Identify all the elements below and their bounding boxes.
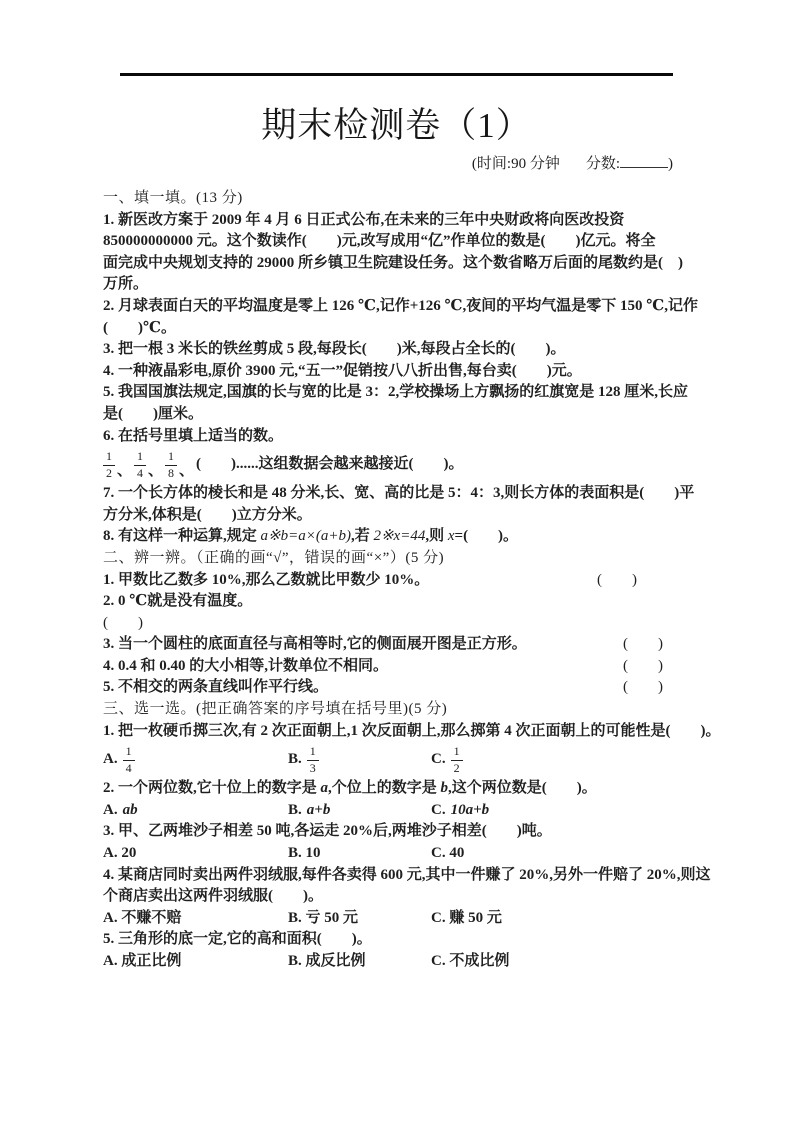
answer-paren: ( ) <box>623 679 663 696</box>
meta-close-paren: ) <box>668 156 673 172</box>
fraction-one-third: $\frac{1}{3}$ <box>307 745 319 776</box>
section1-header: 一、填一填。(13 分) <box>103 190 243 206</box>
s1-q5-line2: 是( )厘米。 <box>103 405 203 422</box>
section3-header: 三、选一选。(把正确答案的序号填在括号里)(5 分) <box>103 701 448 718</box>
s3-q2-text: ,个位上的数字是 <box>328 780 441 797</box>
header-divider <box>120 73 673 76</box>
option-a: A. 不赚不赔 <box>103 909 182 926</box>
exam-meta <box>103 152 673 173</box>
s2-item5 <box>103 677 675 699</box>
s1-q1-line1: 1. 新医改方案于 2009 年 4 月 6 日正式公布,在未来的三年中央财政将向医改投资 <box>103 211 625 228</box>
s1-q6-tail: ( )......这组数据会越来越接近( )。 <box>196 456 464 473</box>
option-a: A. 20 <box>103 845 137 862</box>
answer-paren: ( ) <box>597 571 637 588</box>
option-a: A. ab <box>103 801 138 818</box>
s3-q4-line1: 4. 某商店同时卖出两件羽绒服,每件各卖得 600 元,其中一件赚了 20%,另外一件赔了 20%,则这 <box>103 866 711 883</box>
option-c: C. 赚 50 元 <box>431 909 502 926</box>
s1-q8-formula1: a※b=a×(a+b) <box>260 528 351 545</box>
option-c: C. 不成比例 <box>431 953 510 969</box>
s3-q4-options <box>103 908 675 930</box>
s1-q5-line1: 5. 我国国旗法规定,国旗的长与宽的比是 3：2,学校操场上方飘扬的红旗宽是 128 厘米,长应 <box>103 384 689 401</box>
option-b: B. 10 <box>288 845 321 862</box>
option-c: C. 10a+b <box>431 801 490 818</box>
option-a-label: A. <box>103 751 118 768</box>
fraction-one-half: $\frac{1}{2}$ <box>451 745 463 776</box>
option-a <box>103 745 288 776</box>
s2-item2-paren: ( ) <box>103 614 143 631</box>
s1-q8-text: =( )。 <box>454 528 519 545</box>
s1-q8-text: 8. 有这样一种运算,规定 <box>103 528 261 545</box>
s1-q2-line2: ( )℃。 <box>103 319 176 336</box>
s1-q8-text: ,若 <box>350 528 374 545</box>
variable-b: b <box>440 780 449 797</box>
option-b <box>288 745 431 776</box>
fraction-one-eighth: $\frac{1}{8}$ <box>165 450 177 481</box>
option-c: C. 40 <box>431 845 465 862</box>
s3-q3: 3. 甲、乙两堆沙子相差 50 吨,各运走 20%后,两堆沙子相差( )吨。 <box>103 823 552 840</box>
s1-q8 <box>103 526 675 548</box>
s3-q2 <box>103 778 675 800</box>
option-b-label: B. <box>288 751 302 768</box>
s2-item3-text: 3. 当一个圆柱的底面直径与高相等时,它的侧面展开图是正方形。 <box>103 636 527 653</box>
fraction-one-fourth: $\frac{1}{4}$ <box>123 745 135 776</box>
s1-q1-line2: 850000000000 元。这个数读作( )元,改写成用“亿”作单位的数是( )亿元。将全 <box>103 233 656 250</box>
s3-q1-options <box>103 742 675 778</box>
s3-q2-text: ,这个两位数是( )。 <box>448 780 597 797</box>
fraction-one-half: $\frac{1}{2}$ <box>103 450 115 481</box>
s2-item1 <box>103 570 675 592</box>
s1-q6-sequence <box>103 447 675 483</box>
s1-q7-line2: 方分米,体积是( )立方分米。 <box>103 506 312 523</box>
s2-item4-text: 4. 0.4 和 0.40 的大小相等,计数单位不相同。 <box>103 657 389 674</box>
option-b: B. a+b <box>288 801 331 818</box>
s1-q6-head: 6. 在括号里填上适当的数。 <box>103 427 284 444</box>
s3-q2-text: 2. 一个两位数,它十位上的数字是 <box>103 780 321 797</box>
page-title: 期末检测卷（1） <box>261 106 532 145</box>
s1-q3: 3. 把一根 3 米长的铁丝剪成 5 段,每段长( )米,每段占全长的( )。 <box>103 341 566 358</box>
s3-q2-options <box>103 800 675 822</box>
s1-q7-line1: 7. 一个长方体的棱长和是 48 分米,长、宽、高的比是 5：4：3,则长方体的表面积是( )平 <box>103 485 695 502</box>
s1-q1-line3: 面完成中央规划支持的 29000 所乡镇卫生院建设任务。这个数省略万后面的尾数约是( ) <box>103 254 683 271</box>
score-label: 分数: <box>585 156 620 172</box>
exam-body <box>103 188 721 973</box>
list-separator: 、 <box>148 463 164 480</box>
s2-item4 <box>103 656 675 678</box>
score-blank <box>620 153 668 168</box>
s1-q8-text: ,则 <box>425 528 448 545</box>
s1-q1-line4: 万所。 <box>103 276 149 293</box>
variable-a: a <box>320 780 329 797</box>
time-label: (时间:90 分钟 <box>471 156 560 172</box>
s1-q8-variable-x: x <box>447 528 455 545</box>
s3-q3-options <box>103 843 675 865</box>
option-b: B. 亏 50 元 <box>288 909 359 926</box>
s1-q2-line1: 2. 月球表面白天的平均温度是零上 126 ℃,记作+126 ℃,夜间的平均气温是零下 150 ℃,记作 <box>103 297 698 314</box>
answer-paren: ( ) <box>623 636 663 653</box>
s2-item2-text: 2. 0 ℃就是没有温度。 <box>103 593 253 610</box>
answer-paren: ( ) <box>623 657 663 674</box>
s1-q4: 4. 一种液晶彩电,原价 3900 元,“五一”促销按八八折出售,每台卖( )元。 <box>103 362 582 379</box>
s3-q5: 5. 三角形的底一定,它的高和面积( )。 <box>103 931 372 948</box>
s2-item3 <box>103 634 675 656</box>
section2-header: 二、辨一辨。（正确的画“√”，错误的画“×”）(5 分) <box>103 549 445 566</box>
fraction-one-fourth: $\frac{1}{4}$ <box>134 450 146 481</box>
s3-q1: 1. 把一枚硬币掷三次,有 2 次正面朝上,1 次反面朝上,那么掷第 4 次正面朝上的可能性是( )。 <box>103 722 721 739</box>
s2-item1-text: 1. 甲数比乙数多 10%,那么乙数就比甲数少 10%。 <box>103 571 430 588</box>
s3-q4-line2: 个商店卖出这两件羽绒服( )。 <box>103 888 323 905</box>
list-separator: 、 <box>179 463 195 480</box>
s2-item5-text: 5. 不相交的两条直线叫作平行线。 <box>103 679 329 696</box>
option-c-label: C. <box>431 751 446 768</box>
option-b: B. 成反比例 <box>288 953 366 969</box>
option-a: A. 成正比例 <box>103 953 182 969</box>
s3-q5-options <box>103 951 675 973</box>
s1-q8-formula2: 2※x=44 <box>373 528 426 545</box>
list-separator: 、 <box>117 463 133 480</box>
option-c <box>431 745 675 776</box>
